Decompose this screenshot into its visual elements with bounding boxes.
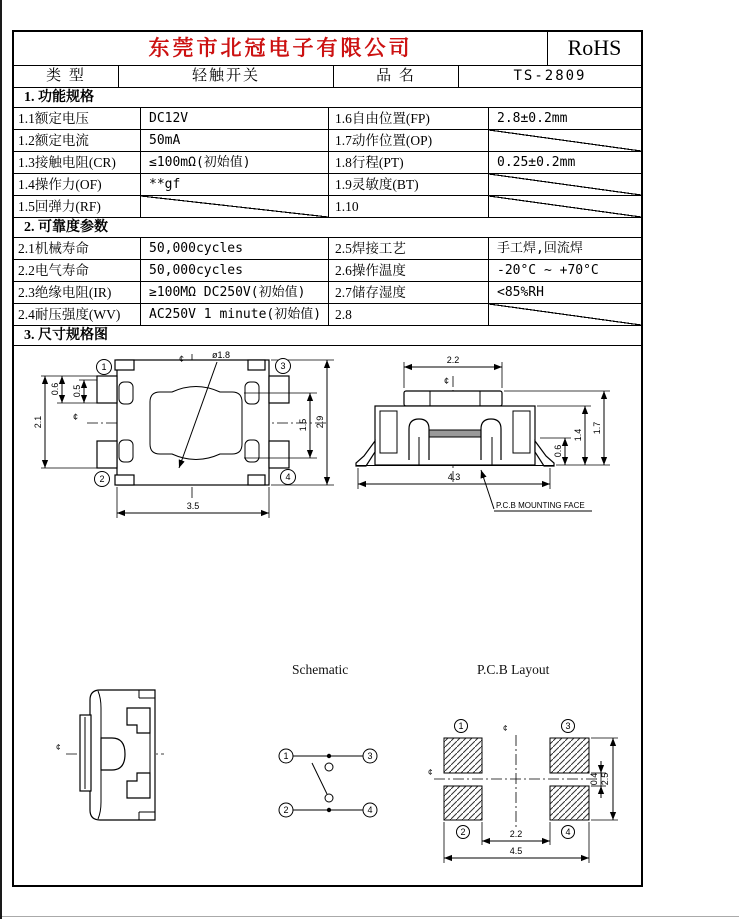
spec-value: **gf: [141, 174, 329, 195]
part-name-label: 品 名: [334, 66, 459, 87]
part-number: TS-2809: [513, 68, 587, 84]
pcb-layout-drawing: [427, 693, 641, 885]
spec-value: -20°C ~ +70°C: [497, 263, 599, 278]
pcb-pad: [444, 738, 482, 773]
dim-label: 4.5: [509, 846, 523, 856]
spec-value: 0.25±0.2mm: [497, 155, 576, 170]
spec-label: 2.8: [329, 304, 489, 325]
pin-number: 4: [285, 472, 291, 482]
pcb-pad: [444, 786, 482, 820]
type-value: 轻触开关: [119, 66, 334, 87]
centerline-symbol: ¢: [73, 412, 79, 422]
pcb-mounting-face-label: P.C.B MOUNTING FACE: [496, 501, 585, 510]
table-row: [14, 108, 641, 130]
spec-value: ≥100MΩ DC250V(初始值): [141, 282, 329, 303]
dim-label: 0.6: [50, 382, 60, 396]
pcb-layout-title: P.C.B Layout: [477, 662, 550, 677]
spec-value: ≤100mΩ(初始值): [141, 152, 329, 173]
drawing-area: [14, 346, 641, 885]
pin-number: 1: [101, 362, 107, 372]
dim-label: 1.4: [573, 428, 583, 442]
section-1-title: 1. 功能规格: [14, 88, 641, 108]
spec-label: 2.6操作温度: [329, 260, 489, 281]
type-label: 类 型: [14, 66, 119, 87]
pin-number: 1: [458, 721, 464, 731]
schematic-title: Schematic: [292, 662, 349, 677]
section-3-title: 3. 尺寸规格图: [14, 326, 641, 346]
pin-number: 1: [283, 751, 289, 761]
spec-label: 2.7储存湿度: [329, 282, 489, 303]
spec-value-na: [489, 174, 641, 195]
dim-label: 0.5: [72, 384, 82, 398]
spec-label: 1.1额定电压: [14, 108, 141, 129]
table-row: [14, 152, 641, 174]
spec-label: 2.4耐压强度(WV): [14, 304, 141, 325]
pin-number: 2: [460, 827, 466, 837]
type-row: [14, 66, 641, 88]
dim-label: 2.1: [33, 415, 43, 429]
spec-value-na: [141, 196, 329, 217]
pin-number: 4: [565, 827, 571, 837]
centerline-symbol: ¢: [428, 768, 433, 777]
spec-label: 2.1机械寿命: [14, 238, 141, 259]
pin-number: 2: [283, 805, 289, 815]
spec-value-na: [489, 130, 641, 151]
table-row: [14, 304, 641, 326]
spec-label: 2.5焊接工艺: [329, 238, 489, 259]
table-row: [14, 130, 641, 152]
spec-label: 1.2额定电流: [14, 130, 141, 151]
spec-value: 50,000cycles: [141, 238, 329, 259]
spec-label: 1.5回弹力(RF): [14, 196, 141, 217]
centerline-symbol: ¢: [56, 743, 61, 752]
dim-label: 0.6: [553, 444, 563, 458]
dim-label: 1.5: [298, 418, 308, 432]
company-title: 东莞市北冠电子有限公司: [14, 32, 548, 65]
dim-label: 2.5: [600, 772, 610, 786]
spec-label: 2.3绝缘电阻(IR): [14, 282, 141, 303]
spec-label: 1.4操作力(OF): [14, 174, 141, 195]
pin-number: 4: [367, 805, 373, 815]
table-row: [14, 174, 641, 196]
spec-value: AC250V 1 minute(初始值): [141, 304, 329, 325]
centerline-symbol: ¢: [444, 376, 450, 386]
spec-label: 1.6自由位置(FP): [329, 108, 489, 129]
spec-value: <85%RH: [497, 285, 544, 300]
spec-label: 1.3接触电阻(CR): [14, 152, 141, 173]
spec-value: DC12V: [141, 108, 329, 129]
dim-label: 2.2: [509, 829, 523, 839]
spec-value: 50,000cycles: [141, 260, 329, 281]
spec-value: 手工焊,回流焊: [497, 241, 583, 256]
centerline-symbol: ¢: [503, 724, 508, 733]
spec-label: 1.7动作位置(OP): [329, 130, 489, 151]
dim-label: 4.3: [447, 472, 461, 482]
spec-label: 1.9灵敏度(BT): [329, 174, 489, 195]
left-side-view-drawing: [54, 676, 169, 841]
section-2-title: 2. 可靠度参数: [14, 218, 641, 238]
spec-value: 2.8±0.2mm: [497, 111, 568, 126]
table-row: [14, 260, 641, 282]
spec-label: 1.10: [329, 196, 489, 217]
top-view-drawing: [29, 346, 349, 571]
spec-value-na: [489, 304, 641, 325]
table-row: [14, 238, 641, 260]
pin-number: 3: [280, 361, 286, 371]
pin-number: 3: [367, 751, 373, 761]
datasheet-frame: [12, 30, 643, 887]
table-row: [14, 282, 641, 304]
pin-number: 3: [565, 721, 571, 731]
spec-value: 50mA: [141, 130, 329, 151]
side-view-drawing: [344, 351, 641, 526]
schematic-drawing: [274, 736, 404, 836]
dim-label: 2.9: [315, 415, 325, 429]
spec-label: 1.8行程(PT): [329, 152, 489, 173]
dim-label: 3.5: [186, 501, 200, 511]
spec-value-na: [489, 196, 641, 217]
centerline-symbol: ¢: [179, 354, 185, 364]
pcb-pad: [550, 786, 589, 820]
pin-number: 2: [99, 474, 105, 484]
rohs-badge: RoHS: [567, 35, 622, 60]
dim-label: 0.4: [589, 772, 599, 786]
header-row: [14, 32, 641, 66]
dim-label-button: ø1.8: [212, 350, 231, 360]
pcb-pad: [550, 738, 589, 773]
spec-label: 2.2电气寿命: [14, 260, 141, 281]
table-row: [14, 196, 641, 218]
dim-label: 2.2: [446, 355, 460, 365]
dim-label: 1.7: [592, 421, 602, 435]
